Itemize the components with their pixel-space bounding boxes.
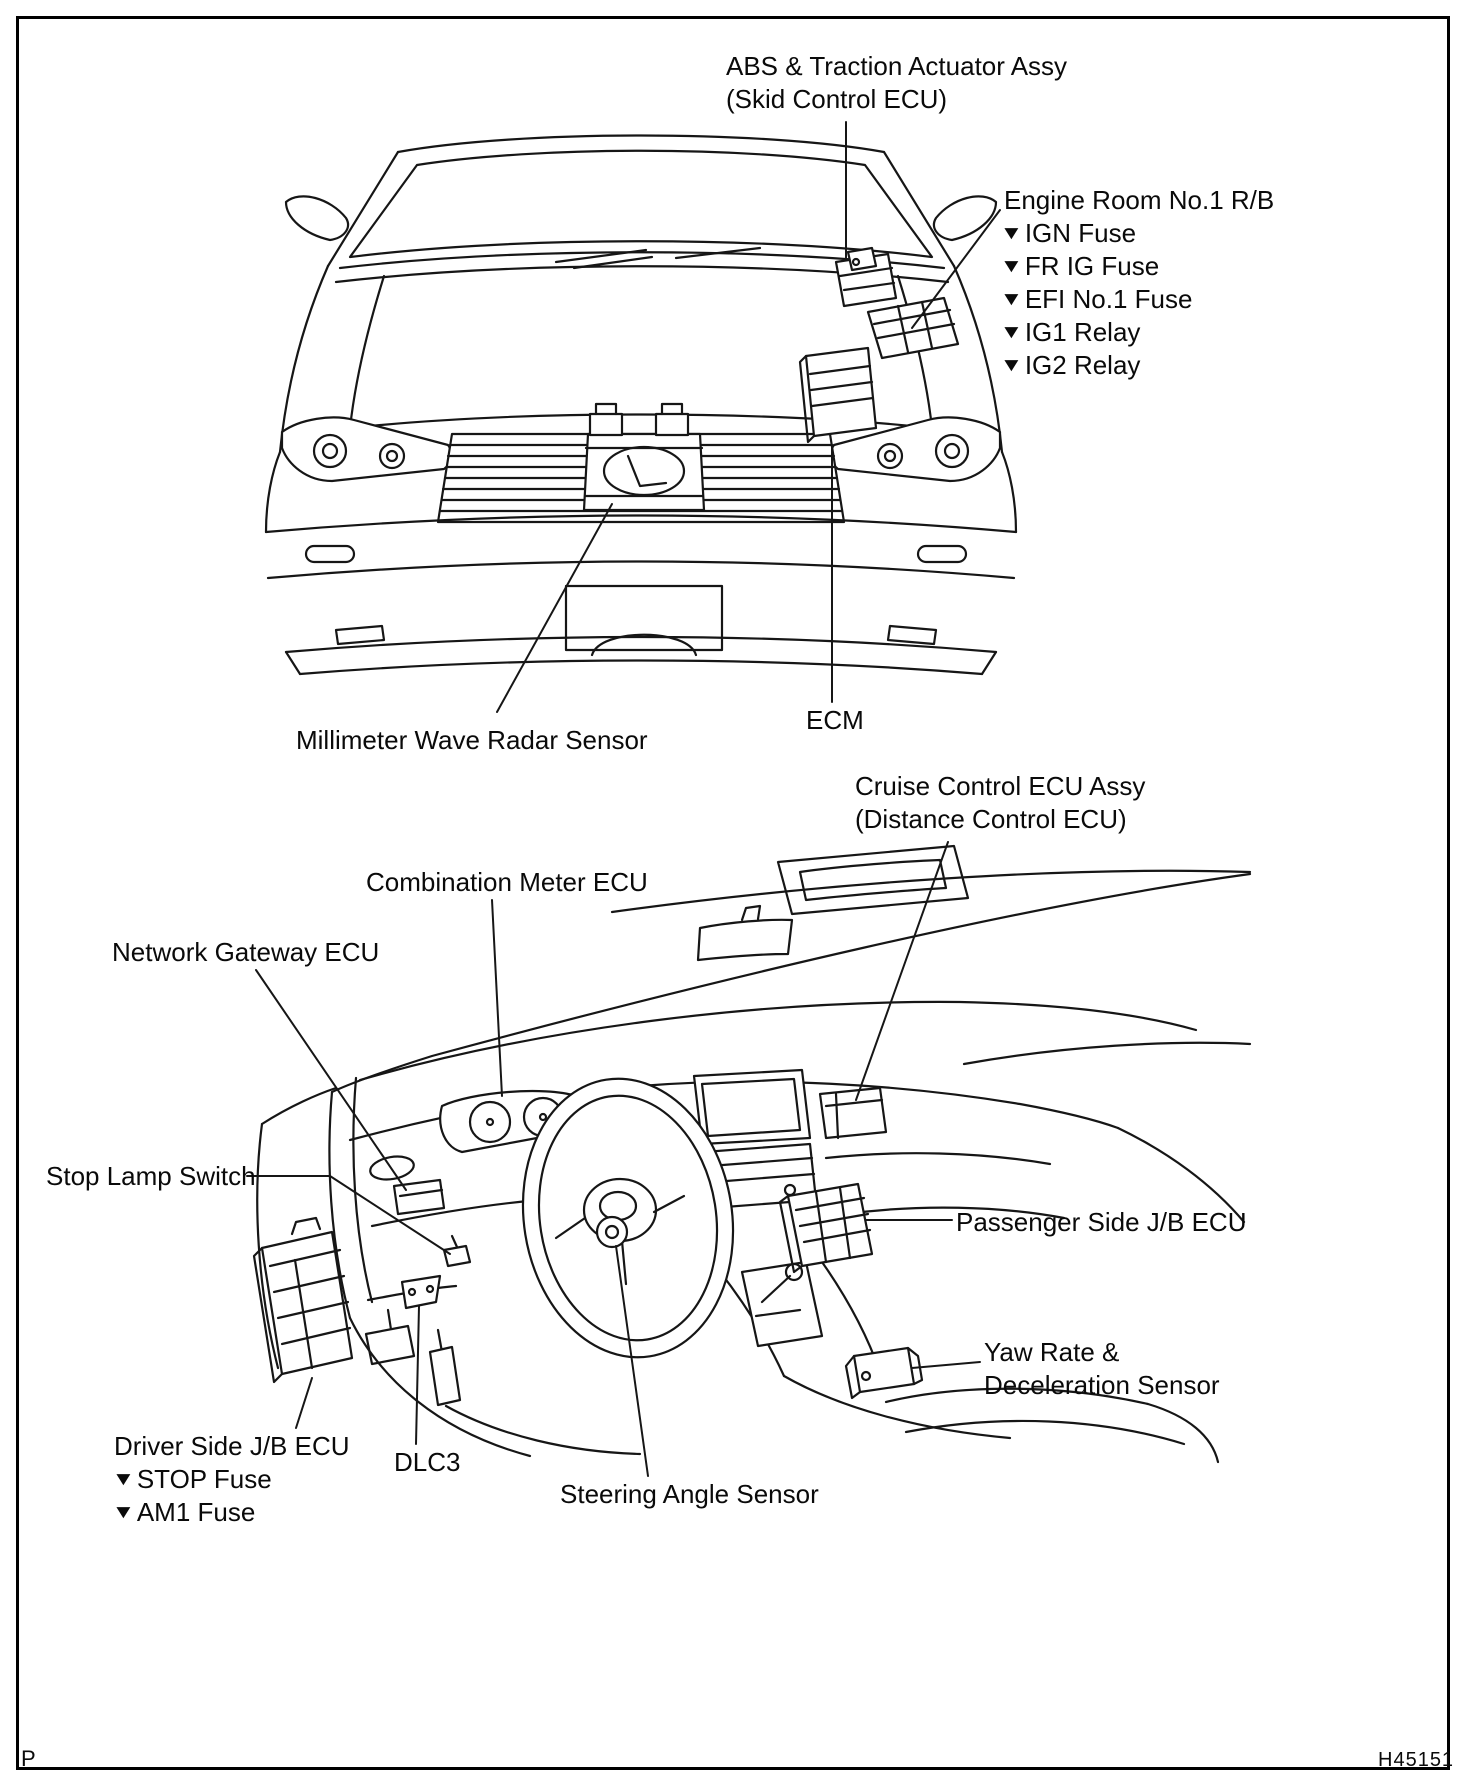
engine-room-fuse-list	[999, 217, 1193, 382]
yaw-sensor-label-line1: Yaw Rate &	[984, 1337, 1120, 1367]
yaw-sensor-label	[984, 1336, 1220, 1402]
fuse-item-fr-ig	[999, 250, 1192, 283]
fuse-item-label: STOP Fuse	[136, 1464, 272, 1494]
cruise-ecu-label	[855, 770, 1145, 836]
abs-actuator-label	[726, 50, 1067, 116]
passenger-jb-label: Passenger Side J/B ECU	[956, 1207, 1247, 1237]
yaw-rate-sensor-drawing	[846, 1348, 922, 1398]
abs-actuator-label-line1: ABS & Traction Actuator Assy	[726, 51, 1068, 81]
rearview-mirror	[698, 906, 792, 960]
leader-yaw-sensor	[912, 1362, 980, 1368]
triangle-marker-icon: ▼	[999, 289, 1024, 310]
cruise-ecu-label-line1: Cruise Control ECU Assy	[855, 771, 1146, 801]
fuse-item-efi	[999, 283, 1193, 316]
car-front-view	[266, 136, 1016, 675]
side-mirror-left	[286, 196, 348, 240]
triangle-marker-icon: ▼	[111, 1469, 136, 1490]
grille	[438, 434, 844, 522]
radar-sensor-label: Millimeter Wave Radar Sensor	[296, 725, 648, 755]
triangle-marker-icon: ▼	[999, 355, 1024, 376]
fuse-item-ign	[999, 217, 1192, 250]
triangle-marker-icon: ▼	[999, 223, 1024, 244]
leader-network-gateway	[256, 970, 406, 1190]
stop-lamp-switch-label: Stop Lamp Switch	[46, 1161, 256, 1191]
abs-actuator-label-line2: (Skid Control ECU)	[726, 84, 948, 114]
fuse-item-label: EFI No.1 Fuse	[1024, 284, 1193, 314]
pedals	[366, 1310, 460, 1405]
ecm-label: ECM	[806, 705, 864, 735]
leader-dlc3	[416, 1306, 419, 1444]
engine-room-rb-label: Engine Room No.1 R/B	[1004, 185, 1275, 215]
steering-angle-sensor-drawing	[597, 1217, 627, 1247]
leader-combination-meter	[492, 900, 502, 1096]
leader-radar-sensor	[497, 504, 612, 712]
dlc3-label: DLC3	[394, 1447, 461, 1477]
ecm-drawing	[800, 348, 876, 442]
triangle-marker-icon: ▼	[111, 1502, 136, 1523]
triangle-marker-icon: ▼	[999, 322, 1024, 343]
leader-engine-room-rb	[912, 210, 1000, 328]
leader-driver-jb	[296, 1378, 312, 1428]
fuse-item-am1	[111, 1496, 350, 1529]
radar-sensor-drawing	[590, 404, 688, 435]
yaw-sensor-label-line2: Deceleration Sensor	[984, 1370, 1220, 1400]
stop-lamp-switch-drawing	[444, 1236, 470, 1266]
driver-jb-title: Driver Side J/B ECU	[114, 1431, 350, 1461]
headlight-left	[282, 417, 451, 481]
fuse-item-label: AM1 Fuse	[136, 1497, 256, 1527]
steering-angle-label: Steering Angle Sensor	[560, 1479, 819, 1509]
side-mirror-right	[934, 196, 996, 240]
fuse-item-label: IG1 Relay	[1024, 317, 1141, 347]
fuse-item-label: IGN Fuse	[1024, 218, 1137, 248]
combination-meter-label: Combination Meter ECU	[366, 867, 648, 897]
fuse-item-label: IG2 Relay	[1024, 350, 1141, 380]
cruise-control-ecu-drawing	[820, 1088, 886, 1138]
dlc3-drawing	[402, 1276, 440, 1308]
fuse-item-ig1-relay	[999, 316, 1192, 349]
driver-jb-drawing	[254, 1218, 352, 1382]
network-gateway-label: Network Gateway ECU	[112, 937, 380, 967]
center-display	[694, 1070, 810, 1144]
fuse-item-label: FR IG Fuse	[1024, 251, 1160, 281]
driver-jb-label	[111, 1430, 350, 1529]
triangle-marker-icon: ▼	[999, 256, 1024, 277]
passenger-jb-drawing	[780, 1184, 872, 1272]
fuse-item-ig2-relay	[999, 349, 1192, 382]
fuse-item-stop	[111, 1463, 350, 1496]
cruise-ecu-label-line2: (Distance Control ECU)	[855, 804, 1127, 834]
figure-code: H45151	[1378, 1749, 1455, 1771]
corner-page-mark: P	[21, 1746, 36, 1771]
